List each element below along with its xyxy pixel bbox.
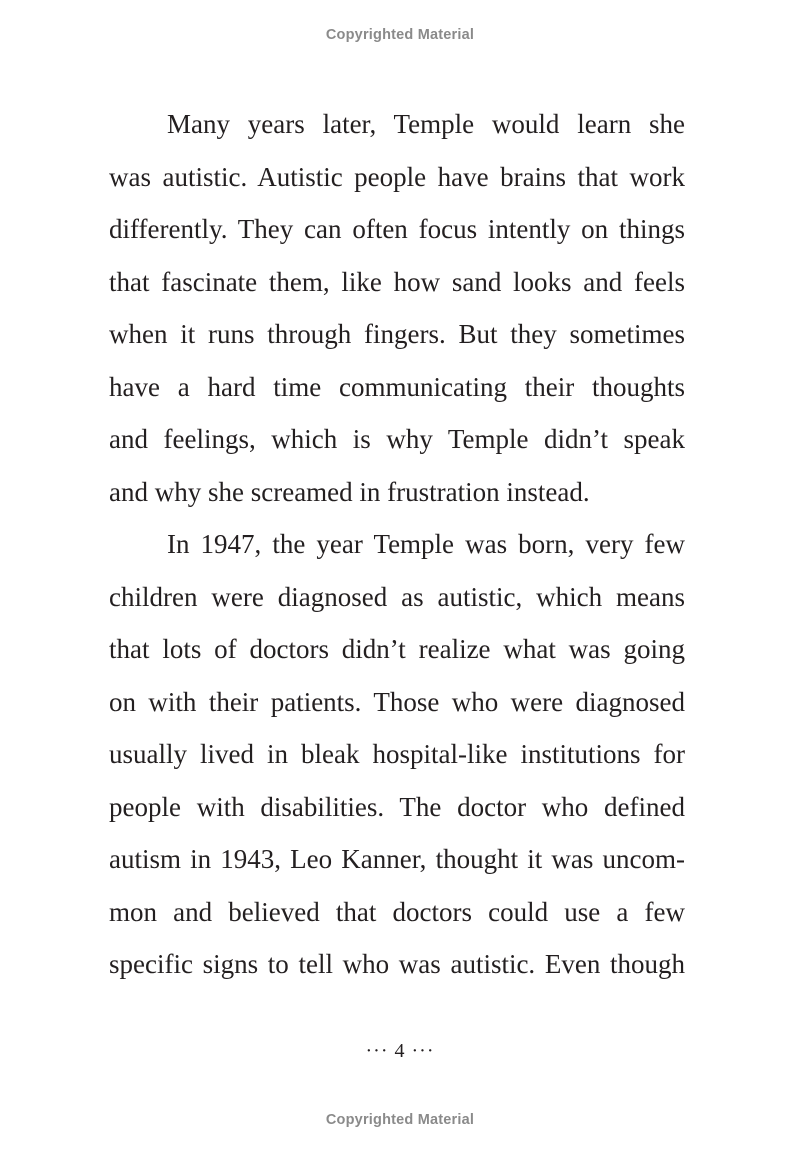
body-text <box>109 98 685 991</box>
text-line: and why she screamed in frustration instead. <box>109 476 590 507</box>
paragraph-2 <box>109 518 685 991</box>
text-line: when it runs through fingers. But they sometimes <box>109 319 685 349</box>
text-line: and feelings, which is why Temple didn’t speak <box>109 424 685 454</box>
text-line: specific signs to tell who was autistic. Even though <box>109 949 685 979</box>
paragraph-1 <box>109 98 685 518</box>
text-line: was autistic. Autistic people have brains that work <box>109 161 685 192</box>
text-line: on with their patients. Those who were diagnosed <box>109 686 685 717</box>
text-line: that lots of doctors didn’t realize what was going <box>109 634 685 664</box>
text-line: mon and believed that doctors could use a few <box>109 896 685 927</box>
text-line: usually lived in bleak hospital-like institutions for <box>109 739 685 769</box>
text-line: have a hard time communicating their thoughts <box>109 371 685 402</box>
text-line: that fascinate them, like how sand looks and feels <box>109 266 685 297</box>
copyright-watermark-top: Copyrighted Material <box>325 27 475 43</box>
page-number: ··· 4 ··· <box>365 1040 435 1062</box>
text-line: autism in 1943, Leo Kanner, thought it was uncom- <box>109 844 685 874</box>
copyright-watermark-bottom: Copyrighted Material <box>325 1112 475 1128</box>
text-line: Many years later, Temple would learn she <box>167 109 685 139</box>
text-line: differently. They can often focus intently on things <box>109 214 685 244</box>
text-line: In 1947, the year Temple was born, very few <box>167 529 685 559</box>
text-line: children were diagnosed as autistic, which means <box>109 581 685 612</box>
text-line: people with disabilities. The doctor who defined <box>109 791 685 822</box>
